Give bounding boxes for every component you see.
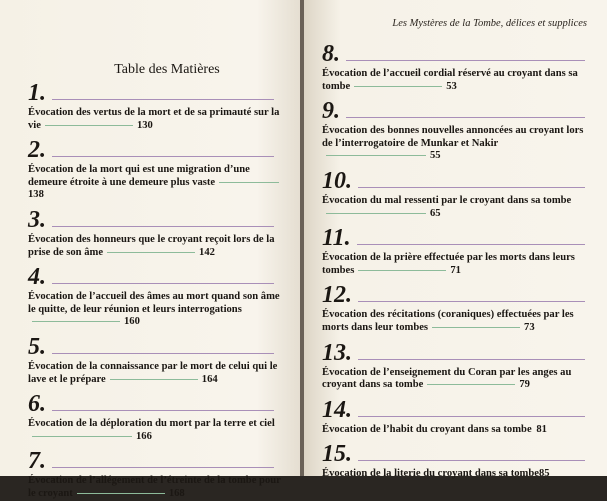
entry-number: 3. <box>28 206 46 233</box>
number-rule <box>52 156 274 157</box>
leader-line <box>326 155 426 156</box>
number-rule <box>52 467 274 468</box>
toc-entry <box>28 393 286 443</box>
entry-text <box>322 468 587 481</box>
leader-line <box>77 493 165 494</box>
toc-entry <box>322 443 587 481</box>
entry-number: 15. <box>322 441 352 468</box>
entry-title: Évocation des récitations (coraniques) effectuées par les morts dans leur tombes <box>322 309 574 333</box>
leader-line <box>326 213 426 214</box>
toc-entry <box>322 227 587 277</box>
toc-entry <box>28 139 286 202</box>
entry-page: 81 <box>536 423 547 435</box>
entry-text <box>322 195 587 220</box>
entry-title: Évocation de l’accueil cordial réservé au croyant dans sa tombe <box>322 68 578 92</box>
leader-line <box>32 321 120 322</box>
entry-text <box>322 367 587 392</box>
entry-text <box>28 291 286 329</box>
entry-title: Évocation de l’enseignement du Coran par les anges au croyant dans sa tombe <box>322 366 572 391</box>
toc-entry <box>28 82 286 132</box>
entry-number: 7. <box>28 448 46 475</box>
entry-page: 65 <box>430 207 441 219</box>
toc-entry <box>28 206 286 259</box>
entry-page: 160 <box>124 316 140 328</box>
toc-entry <box>28 266 286 329</box>
left-page <box>0 0 302 499</box>
leader-line <box>354 86 442 87</box>
entry-number: 14. <box>322 396 352 423</box>
running-head: Les Mystères de la Tombe, délices et supplices <box>392 18 587 29</box>
entry-page: 85 <box>538 468 550 480</box>
number-rule <box>346 117 585 118</box>
toc-title: Table des Matières <box>114 62 220 77</box>
number-rule <box>52 283 274 284</box>
toc-entry <box>322 43 587 93</box>
number-rule <box>52 410 274 411</box>
toc-entry <box>322 284 587 334</box>
toc-entry <box>322 396 587 437</box>
entry-page: 142 <box>199 246 215 258</box>
entry-text <box>28 234 286 259</box>
entry-text <box>28 107 286 132</box>
entry-page: 168 <box>168 487 185 499</box>
entry-title: Évocation de la déploration du mort par la terre et ciel <box>28 418 275 430</box>
entry-title: Évocation de la connaissance par le mort de celui qui le lave et le prépare <box>28 360 278 385</box>
number-rule <box>52 99 274 100</box>
entry-page: 164 <box>201 373 218 385</box>
entry-title: Évocation de l’allégement de l’étreinte de la tombe pour le croyant <box>28 475 281 499</box>
toc-entry <box>322 339 587 392</box>
entry-number: 4. <box>28 264 46 291</box>
leader-line <box>110 379 198 380</box>
entry-title: Évocation du mal ressenti par le croyant dans sa tombe <box>322 194 572 206</box>
entry-number: 2. <box>28 137 46 164</box>
entry-text <box>28 418 286 443</box>
number-rule <box>358 416 585 417</box>
entry-title: Évocation de la mort qui est une migration d’une demeure étroite à une demeure plus vaste <box>28 164 250 188</box>
number-rule <box>358 187 585 188</box>
entry-text <box>322 125 587 163</box>
entry-title: Évocation des honneurs que le croyant reçoit lors de la prise de son âme <box>28 233 275 258</box>
entry-text <box>322 309 587 334</box>
entry-text <box>322 68 587 93</box>
leader-line <box>107 252 195 253</box>
entry-page: 73 <box>524 321 535 333</box>
entry-number: 10. <box>322 167 352 194</box>
toc-entry <box>322 100 587 163</box>
number-rule <box>358 301 585 302</box>
number-rule <box>52 226 274 227</box>
entry-title: Évocation de la prière effectuée par les morts dans leurs tombes <box>322 252 575 276</box>
entry-number: 9. <box>322 98 340 125</box>
entry-page: 138 <box>28 189 44 201</box>
entry-page: 53 <box>446 80 457 92</box>
leader-line <box>32 436 132 437</box>
entry-title: Évocation de l’habit du croyant dans sa tombe <box>322 423 532 435</box>
toc-entry <box>28 450 286 500</box>
toc-entry <box>322 167 587 220</box>
leader-line <box>45 125 133 126</box>
entry-page: 55 <box>430 150 441 162</box>
entry-title: Évocation des bonnes nouvelles annoncées au croyant lors de l’interrogatoire de Munkar et Nakir <box>322 125 584 149</box>
entry-number: 8. <box>322 41 340 67</box>
entry-page: 166 <box>136 430 152 442</box>
entry-text <box>28 361 286 386</box>
entry-number: 12. <box>322 282 352 309</box>
leader-line <box>358 270 446 271</box>
entry-number: 11. <box>322 225 351 252</box>
entry-text <box>28 475 286 500</box>
entry-title: Évocation des vertus de la mort et de sa primauté sur la vie <box>28 107 280 131</box>
entry-text <box>28 164 286 202</box>
leader-line <box>219 182 279 183</box>
entry-page: 71 <box>450 264 461 276</box>
number-rule <box>346 60 585 61</box>
leader-line <box>432 327 520 328</box>
number-rule <box>358 359 585 360</box>
entry-text <box>322 252 587 277</box>
number-rule <box>357 244 585 245</box>
leader-line <box>427 384 515 385</box>
number-rule <box>358 460 585 461</box>
entry-text <box>322 424 587 437</box>
entry-title: Évocation de l’accueil des âmes au mort quand son âme le quitte, de leur réunion et leurs interrogations <box>28 291 280 315</box>
number-rule <box>52 353 274 354</box>
toc-entry <box>28 333 286 386</box>
entry-number: 5. <box>28 333 46 360</box>
entry-number: 13. <box>322 339 352 366</box>
entry-page: 79 <box>519 379 530 391</box>
entry-number: 1. <box>28 80 46 106</box>
right-page <box>304 0 607 480</box>
entry-page: 130 <box>136 119 153 131</box>
entry-number: 6. <box>28 391 46 418</box>
entry-title: Évocation de la literie du croyant dans sa tombe <box>322 468 539 480</box>
